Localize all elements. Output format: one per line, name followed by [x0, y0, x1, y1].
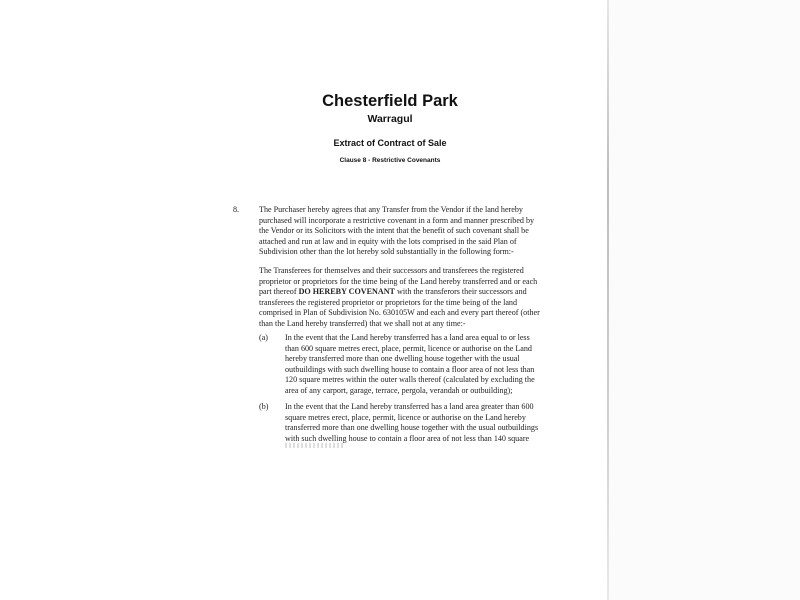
item-line: than 600 square metres erect, place, permit, licence or authorise on the Land [285, 343, 532, 353]
paragraph-line: attached and run at law and in equity with the lots comprised in the said Plan of [259, 236, 517, 246]
item-line: transferred more than one dwelling house together with the usual outbuildings [285, 423, 539, 433]
paragraph-line: Subdivision other than the lot hereby sold substantially in the following form:- [259, 247, 514, 257]
paragraph-line: comprised in Plan of Subdivision No. 630105W and each and every part thereof (other [259, 308, 540, 318]
paragraph-line: transferees the registered proprietor or proprietors for the time being of the land [259, 297, 518, 307]
clause-paragraph-2 [259, 266, 611, 330]
item-line: 120 square metres within the outer walls thereof (calculated by excluding the [285, 375, 535, 385]
paragraph-line: The Transferees for themselves and their successors and transferees the registered [259, 266, 524, 275]
paragraph-text: with the transferors their successors and [394, 287, 527, 297]
item-line: area of any carport, garage, terrace, pergola, verandah or outbuilding); [285, 385, 513, 395]
item-line: outbuildings with such dwelling house to contain a floor area of not less than [285, 364, 535, 374]
paragraph-line: than the Land hereby transferred) that we shall not at any time:- [259, 318, 466, 328]
clause-heading: Clause 8 - Restrictive Covenants [339, 157, 441, 164]
item-line: In the event that the Land hereby transferred has a land area greater than 600 [285, 402, 534, 411]
clause-paragraph-1 [259, 205, 611, 258]
item-line: square metres erect, place, permit, licence or authorise on the Land hereby [285, 412, 526, 422]
clause-item-b [285, 402, 611, 444]
paragraph-text: part thereof [259, 287, 299, 297]
paragraph-line: proprietor or proprietors for the time being of the Land hereby transferred and or each [259, 276, 538, 286]
document-title: Chesterfield Park [322, 92, 458, 110]
item-line: with such dwelling house to contain a floor area of not less than 140 square [285, 433, 530, 443]
paragraph-line: purchased will incorporate a restrictive covenant in a form and manner prescribed by [259, 215, 535, 225]
extract-heading: Extract of Contract of Sale [333, 138, 447, 148]
item-label-a: (a) [259, 333, 268, 342]
clause-number: 8. [233, 205, 240, 214]
covenant-emphasis: DO HEREBY COVENANT [298, 287, 395, 297]
paragraph-line [259, 287, 611, 298]
item-line: In the event that the Land hereby transferred has a land area equal to or less [285, 333, 530, 342]
item-line: hereby transferred more than one dwelling house together with the usual [285, 354, 520, 364]
paragraph-line: the Vendor or its Solicitors with the intent that the benefit of such covenant shall be [259, 226, 529, 236]
clause-item-a [285, 333, 611, 397]
document-subtitle: Warragul [367, 113, 413, 125]
item-label-b: (b) [259, 402, 269, 411]
scan-margin [609, 0, 800, 600]
cut-off-text-fragment [285, 443, 345, 448]
paragraph-line: The Purchaser hereby agrees that any Transfer from the Vendor if the land hereby [259, 205, 523, 214]
